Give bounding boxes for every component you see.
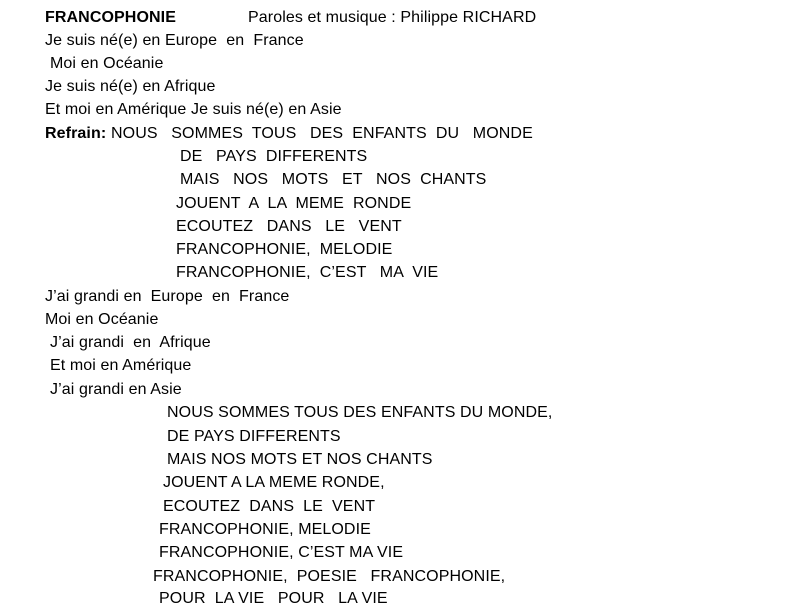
verse1-line-4: Et moi en Amérique Je suis né(e) en Asie <box>45 101 342 118</box>
refrain1-line-1: NOUS SOMMES TOUS DES ENFANTS DU MONDE <box>111 125 533 142</box>
refrain2-line-2: DE PAYS DIFFERENTS <box>167 428 341 445</box>
refrain1-line-5: ECOUTEZ DANS LE VENT <box>176 218 402 235</box>
refrain2-line-6: FRANCOPHONIE, MELODIE <box>159 521 371 538</box>
refrain2-line-9: POUR LA VIE POUR LA VIE <box>159 590 388 607</box>
verse2-line-5: J’ai grandi en Asie <box>50 381 182 398</box>
verse2-line-4: Et moi en Amérique <box>50 357 192 374</box>
verse2-line-1: J’ai grandi en Europe en France <box>45 288 290 305</box>
verse1-line-1: Je suis né(e) en Europe en France <box>45 32 304 49</box>
refrain2-line-8: FRANCOPHONIE, POESIE FRANCOPHONIE, <box>153 568 506 585</box>
refrain2-line-7: FRANCOPHONIE, C’EST MA VIE <box>159 544 404 561</box>
refrain1-line-4: JOUENT A LA MEME RONDE <box>176 195 412 212</box>
refrain1-line-2: DE PAYS DIFFERENTS <box>180 148 368 165</box>
verse1-line-2: Moi en Océanie <box>50 55 164 72</box>
refrain-label: Refrain: <box>45 125 107 142</box>
refrain2-line-1: NOUS SOMMES TOUS DES ENFANTS DU MONDE, <box>167 404 553 421</box>
verse1-line-3: Je suis né(e) en Afrique <box>45 78 216 95</box>
verse2-line-2: Moi en Océanie <box>45 311 159 328</box>
refrain1-line-7: FRANCOPHONIE, C’EST MA VIE <box>176 264 439 281</box>
refrain2-line-5: ECOUTEZ DANS LE VENT <box>163 498 376 515</box>
refrain2-line-4: JOUENT A LA MEME RONDE, <box>163 474 385 491</box>
song-credits: Paroles et musique : Philippe RICHARD <box>248 9 537 26</box>
refrain2-line-3: MAIS NOS MOTS ET NOS CHANTS <box>167 451 433 468</box>
verse2-line-3: J’ai grandi en Afrique <box>50 334 211 351</box>
refrain1-line-3: MAIS NOS MOTS ET NOS CHANTS <box>180 171 487 188</box>
refrain1-line-6: FRANCOPHONIE, MELODIE <box>176 241 393 258</box>
song-title: FRANCOPHONIE <box>45 9 176 26</box>
